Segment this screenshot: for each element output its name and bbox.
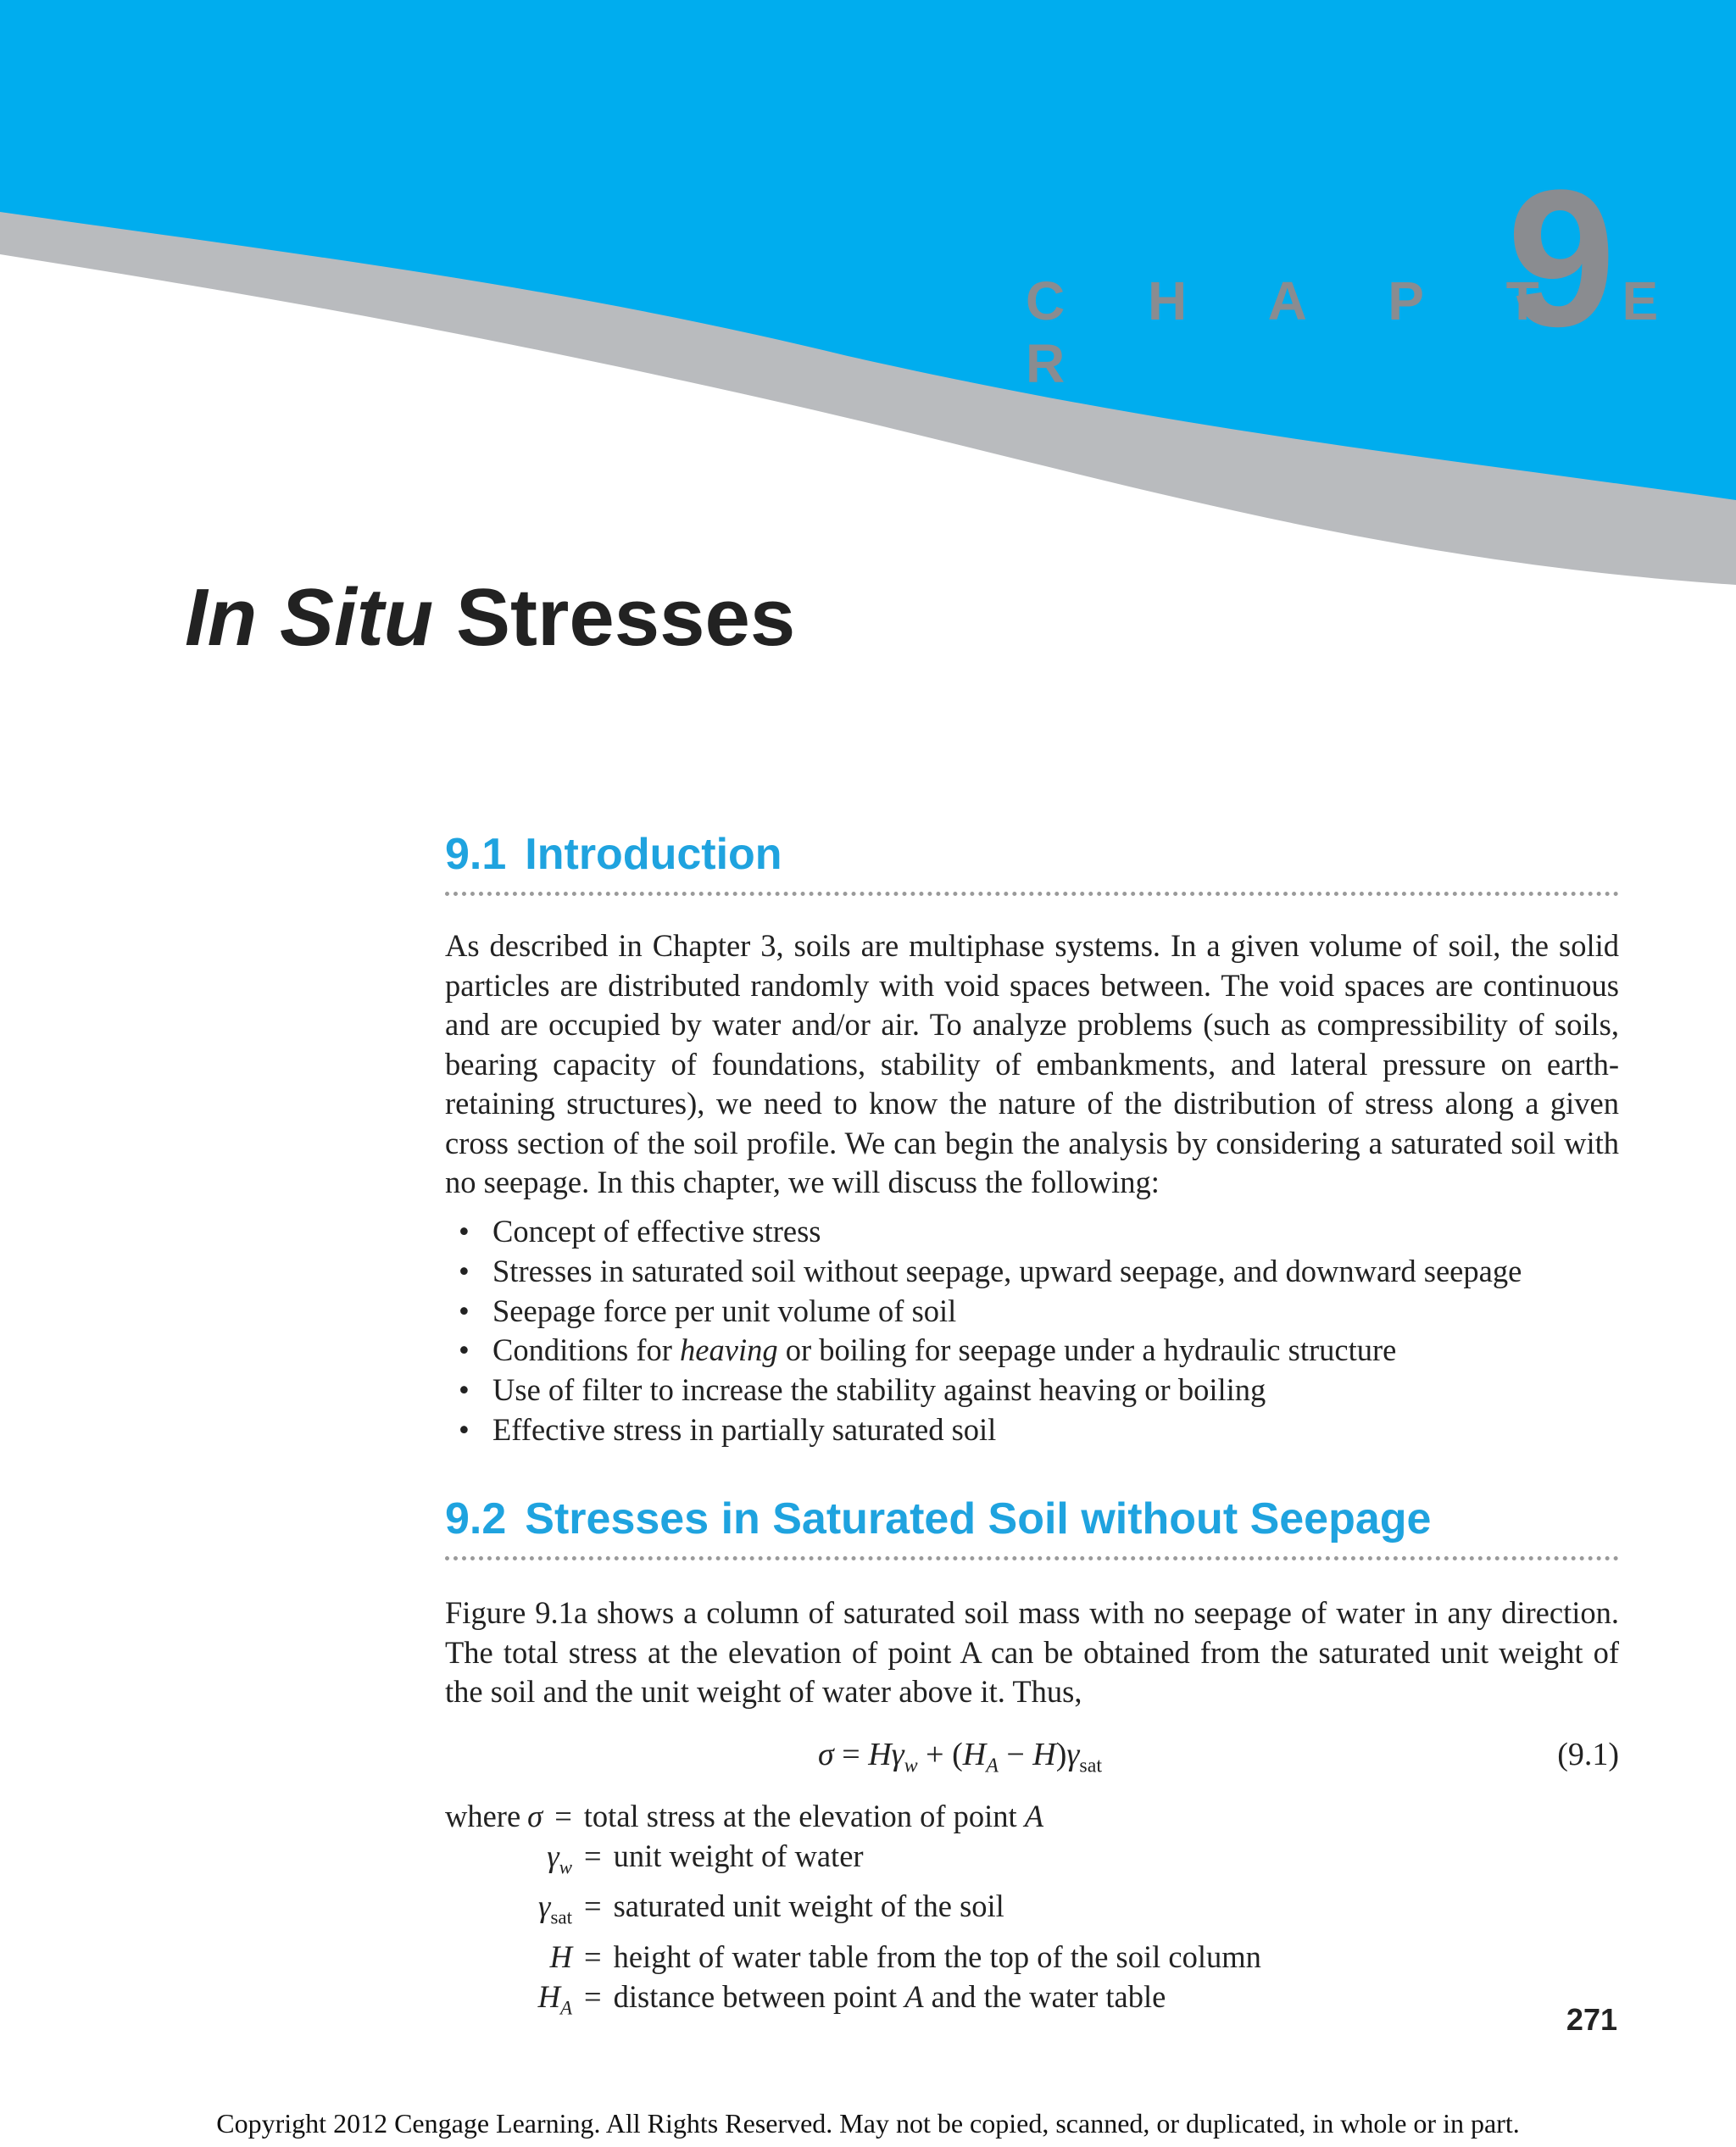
definition-symbol: $H_A$ <box>537 1978 572 2018</box>
chapter-title <box>185 573 795 663</box>
section-title: Introduction <box>525 830 782 879</box>
definition-row: $\gamma_{sat}$ = saturated unit weight of the soil <box>445 1887 1261 1938</box>
page-number: 271 <box>1566 2002 1617 2037</box>
definition-symbol: $\gamma_{sat}$ <box>538 1888 572 1928</box>
section-heading-9-1 <box>445 829 1619 896</box>
topic-list <box>445 1212 1522 1450</box>
list-item: • Stresses in saturated soil without seepage, upward seepage, and downward seepage <box>445 1252 1522 1292</box>
definition-symbol: H <box>549 1939 572 1975</box>
equation-number: (9.1) <box>1557 1737 1619 1772</box>
list-item-text: or boiling for seepage under a hydraulic structure <box>777 1332 1397 1368</box>
list-item: • Seepage force per unit volume of soil <box>445 1292 1522 1332</box>
list-item <box>445 1331 1522 1371</box>
equation-body: $\sigma = H\gamma_w + (H_A - H)\gamma_{sat}$ <box>818 1737 1103 1777</box>
chapter-label: C H A P T E R <box>1026 270 1693 394</box>
definition-row: $\gamma_w$ = unit weight of water <box>445 1837 1261 1888</box>
definition-text: unit weight of water <box>613 1838 864 1873</box>
section-paragraph: Figure 9.1a shows a column of saturated soil mass with no seepage of water in any direction. The total stress at the elevation of point A can be obtained from the saturated unit weight of the soil and the unit weight of water above it. Thus, <box>445 1595 1619 1709</box>
list-item: • Concept of effective stress <box>445 1212 1522 1252</box>
definition-text: saturated unit weight of the soil <box>613 1888 1004 1924</box>
chapter-number: 9 <box>1507 149 1616 367</box>
list-item: • Use of filter to increase the stability against heaving or boiling <box>445 1371 1522 1410</box>
section-title: Stresses in Saturated Soil without Seepage <box>525 1494 1432 1544</box>
variable-definitions <box>445 1797 1261 2027</box>
section-number: 9.1 <box>445 830 507 879</box>
definition-text: distance between point A and the water table <box>613 1978 1166 2014</box>
definition-symbol: $\gamma_w$ <box>547 1838 572 1877</box>
list-item-text: Conditions for <box>492 1332 681 1368</box>
chapter-title-italic: In Situ <box>185 572 434 663</box>
definition-text: height of water table from the top of the soil column <box>613 1939 1261 1975</box>
definition-row: where σ = total stress at the elevation of point A <box>445 1797 1261 1837</box>
section-heading-9-2 <box>445 1493 1619 1560</box>
definition-row: H = height of water table from the top of the soil column <box>445 1938 1261 1977</box>
copyright-notice: Copyright 2012 Cengage Learning. All Rights Reserved. May not be copied, scanned, or duplicated, in whole or in part. <box>216 2108 1520 2139</box>
definition-symbol: σ <box>527 1799 543 1833</box>
where-label: where <box>445 1799 521 1833</box>
section-number: 9.2 <box>445 1494 507 1544</box>
definition-row: $H_A$ = distance between point A and the water table <box>445 1977 1261 2028</box>
list-item-italic: heaving <box>680 1332 778 1368</box>
definition-text: total stress at the elevation of point A <box>583 1799 1044 1833</box>
intro-paragraph: As described in Chapter 3, soils are multiphase systems. In a given volume of soil, the solid particles are distributed randomly with void spaces between. The void spaces are continuous and are occupied by water and/or air. To analyze problems (such as compressibility of soils, bearing capacity of foundations, stability of embankments, and lateral pressure on earth-retaining structures), we need to know the nature of the distribution of stress along a given cross section of the soil profile. We can begin the analysis by considering a saturated soil with no seepage. In this chapter, we will discuss the following: <box>445 928 1619 1199</box>
list-item: • Effective stress in partially saturated soil <box>445 1410 1522 1450</box>
chapter-title-rest: Stresses <box>455 572 796 663</box>
